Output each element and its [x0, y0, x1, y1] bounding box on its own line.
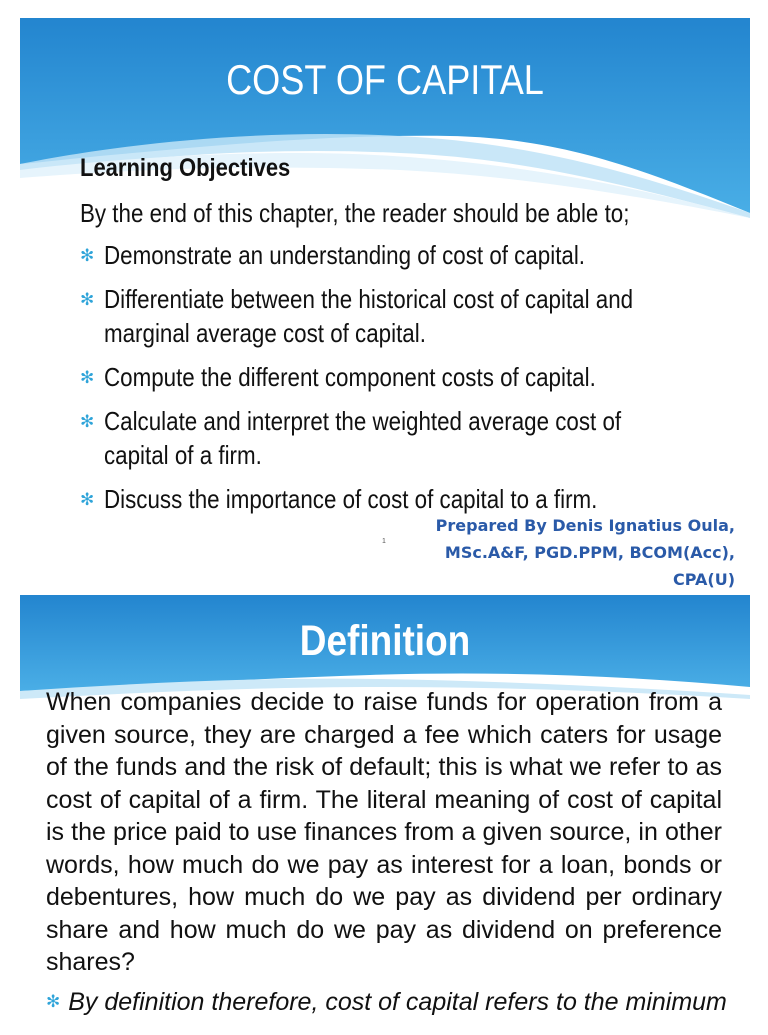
asterisk-bullet-icon: ✻ — [80, 246, 95, 266]
objectives-list — [80, 238, 760, 526]
list-item: ✻ Differentiate between the historical cost of capital and marginal average cost of capital. — [80, 284, 634, 348]
page-number: 1 — [382, 538, 386, 545]
asterisk-bullet-icon: ✻ — [46, 992, 61, 1012]
prepared-by-line: Prepared By Denis Ignatius Oula, — [435, 516, 735, 535]
slide-definition — [20, 595, 750, 1035]
asterisk-bullet-icon: ✻ — [80, 490, 95, 510]
definition-bullet — [46, 986, 736, 1021]
list-item: ✻ Discuss the importance of cost of capital to a firm. — [80, 482, 760, 516]
list-item: ✻ Demonstrate an understanding of cost of capital. — [80, 238, 760, 272]
intro-text: By the end of this chapter, the reader should be able to; — [80, 198, 630, 228]
prepared-by-line: MSc.A&F, PGD.PPM, BCOM(Acc), — [444, 543, 735, 562]
definition-body: When companies decide to raise funds for operation from a given source, they are charged a fee which caters for usage of the funds and the risk of default; this is what we refer to as cost of capital of a firm. The literal meaning of cost of capital is the price paid to use finances from a given source, in other words, how much do we pay as interest for a loan, bonds or debentures, how much do we pay as dividend per ordinary share and how much do we pay as dividend on preference shares? — [46, 688, 722, 976]
slide-cost-of-capital — [20, 18, 750, 589]
slide-title: COST OF CAPITAL — [226, 56, 544, 103]
prepared-by-line: CPA(U) — [673, 570, 735, 589]
learning-objectives-heading: Learning Objectives — [80, 154, 291, 182]
slide1-header-wave — [20, 18, 750, 218]
asterisk-bullet-icon: ✻ — [80, 368, 95, 388]
prepared-by — [415, 512, 735, 593]
slide-title: Definition — [299, 617, 471, 665]
list-item: ✻ Calculate and interpret the weighted average cost of capital of a firm. — [80, 406, 622, 470]
asterisk-bullet-icon: ✻ — [80, 290, 95, 310]
asterisk-bullet-icon: ✻ — [80, 412, 95, 432]
definition-bullet-text: By definition therefore, cost of capital refers to the minimum — [68, 988, 727, 1016]
list-item: ✻ Compute the different component costs of capital. — [80, 360, 760, 394]
